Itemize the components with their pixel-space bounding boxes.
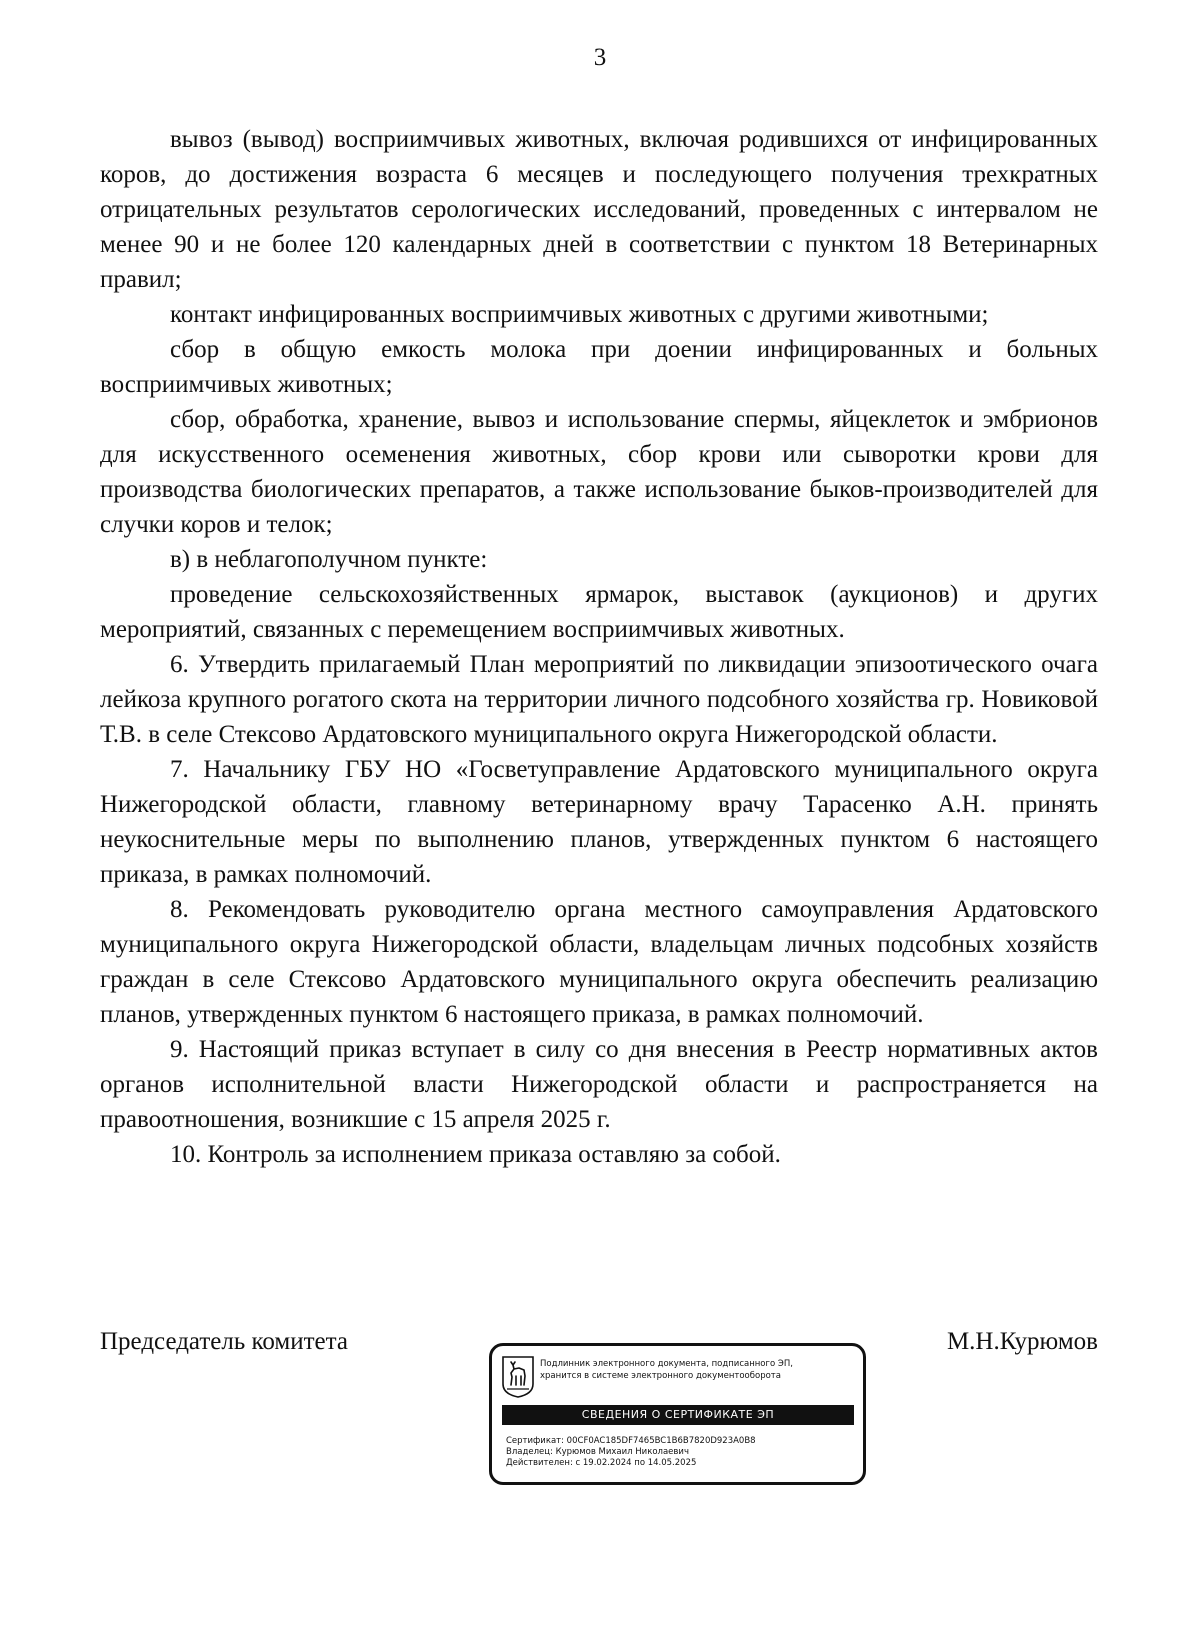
paragraph-item-9: 9. Настоящий приказ вступает в силу со дня внесения в Реестр нормативных актов органов исполнительной власти Нижегородской области и распространяется на правоотношения, возникшие с 15 апреля 2025 г.: [100, 1036, 1098, 1133]
stamp-header-line-1: Подлинник электронного документа, подписанного ЭП,: [540, 1359, 793, 1369]
paragraph-item-6: 6. Утвердить прилагаемый План мероприятий по ликвидации эпизоотического очага лейкоза крупного рогатого скота на территории личного подсобного хозяйства гр. Новиковой Т.В. в селе Стексово Ардатовского муниципального округа Нижегородской области.: [100, 651, 1098, 748]
page-number: 3: [593, 44, 607, 71]
stamp-certificate-details: [506, 1436, 858, 1469]
stamp-header: [540, 1358, 860, 1382]
signatory-position: Председатель комитета: [100, 1328, 348, 1355]
stamp-certificate-bar: СВЕДЕНИЯ О СЕРТИФИКАТЕ ЭП: [502, 1405, 854, 1425]
paragraph-subitem-v: в) в неблагополучном пункте:: [170, 546, 488, 573]
certificate-validity: Действителен: с 19.02.2024 по 14.05.2025: [506, 1458, 697, 1468]
stamp-header-line-2: хранится в системе электронного документооборота: [540, 1371, 781, 1381]
deer-emblem-icon: [502, 1356, 534, 1398]
electronic-signature-stamp: [489, 1343, 866, 1485]
paragraph-milk-restriction: сбор в общую емкость молока при доении инфицированных и больных восприимчивых животных;: [100, 336, 1098, 398]
paragraph-export-restriction: вывоз (вывод) восприимчивых животных, включая родившихся от инфицированных коров, до достижения возраста 6 месяцев и последующего получения трехкратных отрицательных результатов серологических исследований, проведенных с интервалом не менее 90 и не более 120 календарных дней в соответствии с пунктом 18 Ветеринарных правил;: [100, 126, 1098, 293]
paragraph-breeding-restriction: сбор, обработка, хранение, вывоз и использование спермы, яйцеклеток и эмбрионов для искусственного осеменения животных, сбор крови или сыворотки крови для производства биологических препаратов, а также использование быков-производителей для случки коров и телок;: [100, 406, 1098, 538]
paragraph-item-10: 10. Контроль за исполнением приказа оставляю за собой.: [170, 1141, 781, 1168]
paragraph-contact-restriction: контакт инфицированных восприимчивых животных с другими животными;: [170, 301, 989, 328]
certificate-serial: Сертификат: 00CF0AC185DF7465BC1B6B7820D923A0B8: [506, 1436, 756, 1446]
certificate-owner: Владелец: Курюмов Михаил Николаевич: [506, 1447, 689, 1457]
signatory-name: М.Н.Курюмов: [946, 1328, 1098, 1355]
paragraph-fairs-restriction: проведение сельскохозяйственных ярмарок, выставок (аукционов) и других мероприятий, связанных с перемещением восприимчивых животных.: [100, 581, 1098, 643]
order-body: [100, 122, 1098, 1172]
paragraph-item-7: 7. Начальнику ГБУ НО «Госветуправление Ардатовского муниципального округа Нижегородской области, главному ветеринарному врачу Тарасенко А.Н. принять неукоснительные меры по выполнению планов, утвержденных пунктом 6 настоящего приказа, в рамках полномочий.: [100, 756, 1098, 888]
paragraph-item-8: 8. Рекомендовать руководителю органа местного самоуправления Ардатовского муниципального округа Нижегородской области, владельцам личных подсобных хозяйств граждан в селе Стексово Ардатовского муниципального округа обеспечить реализацию планов, утвержденных пунктом 6 настоящего приказа, в рамках полномочий.: [100, 896, 1098, 1028]
